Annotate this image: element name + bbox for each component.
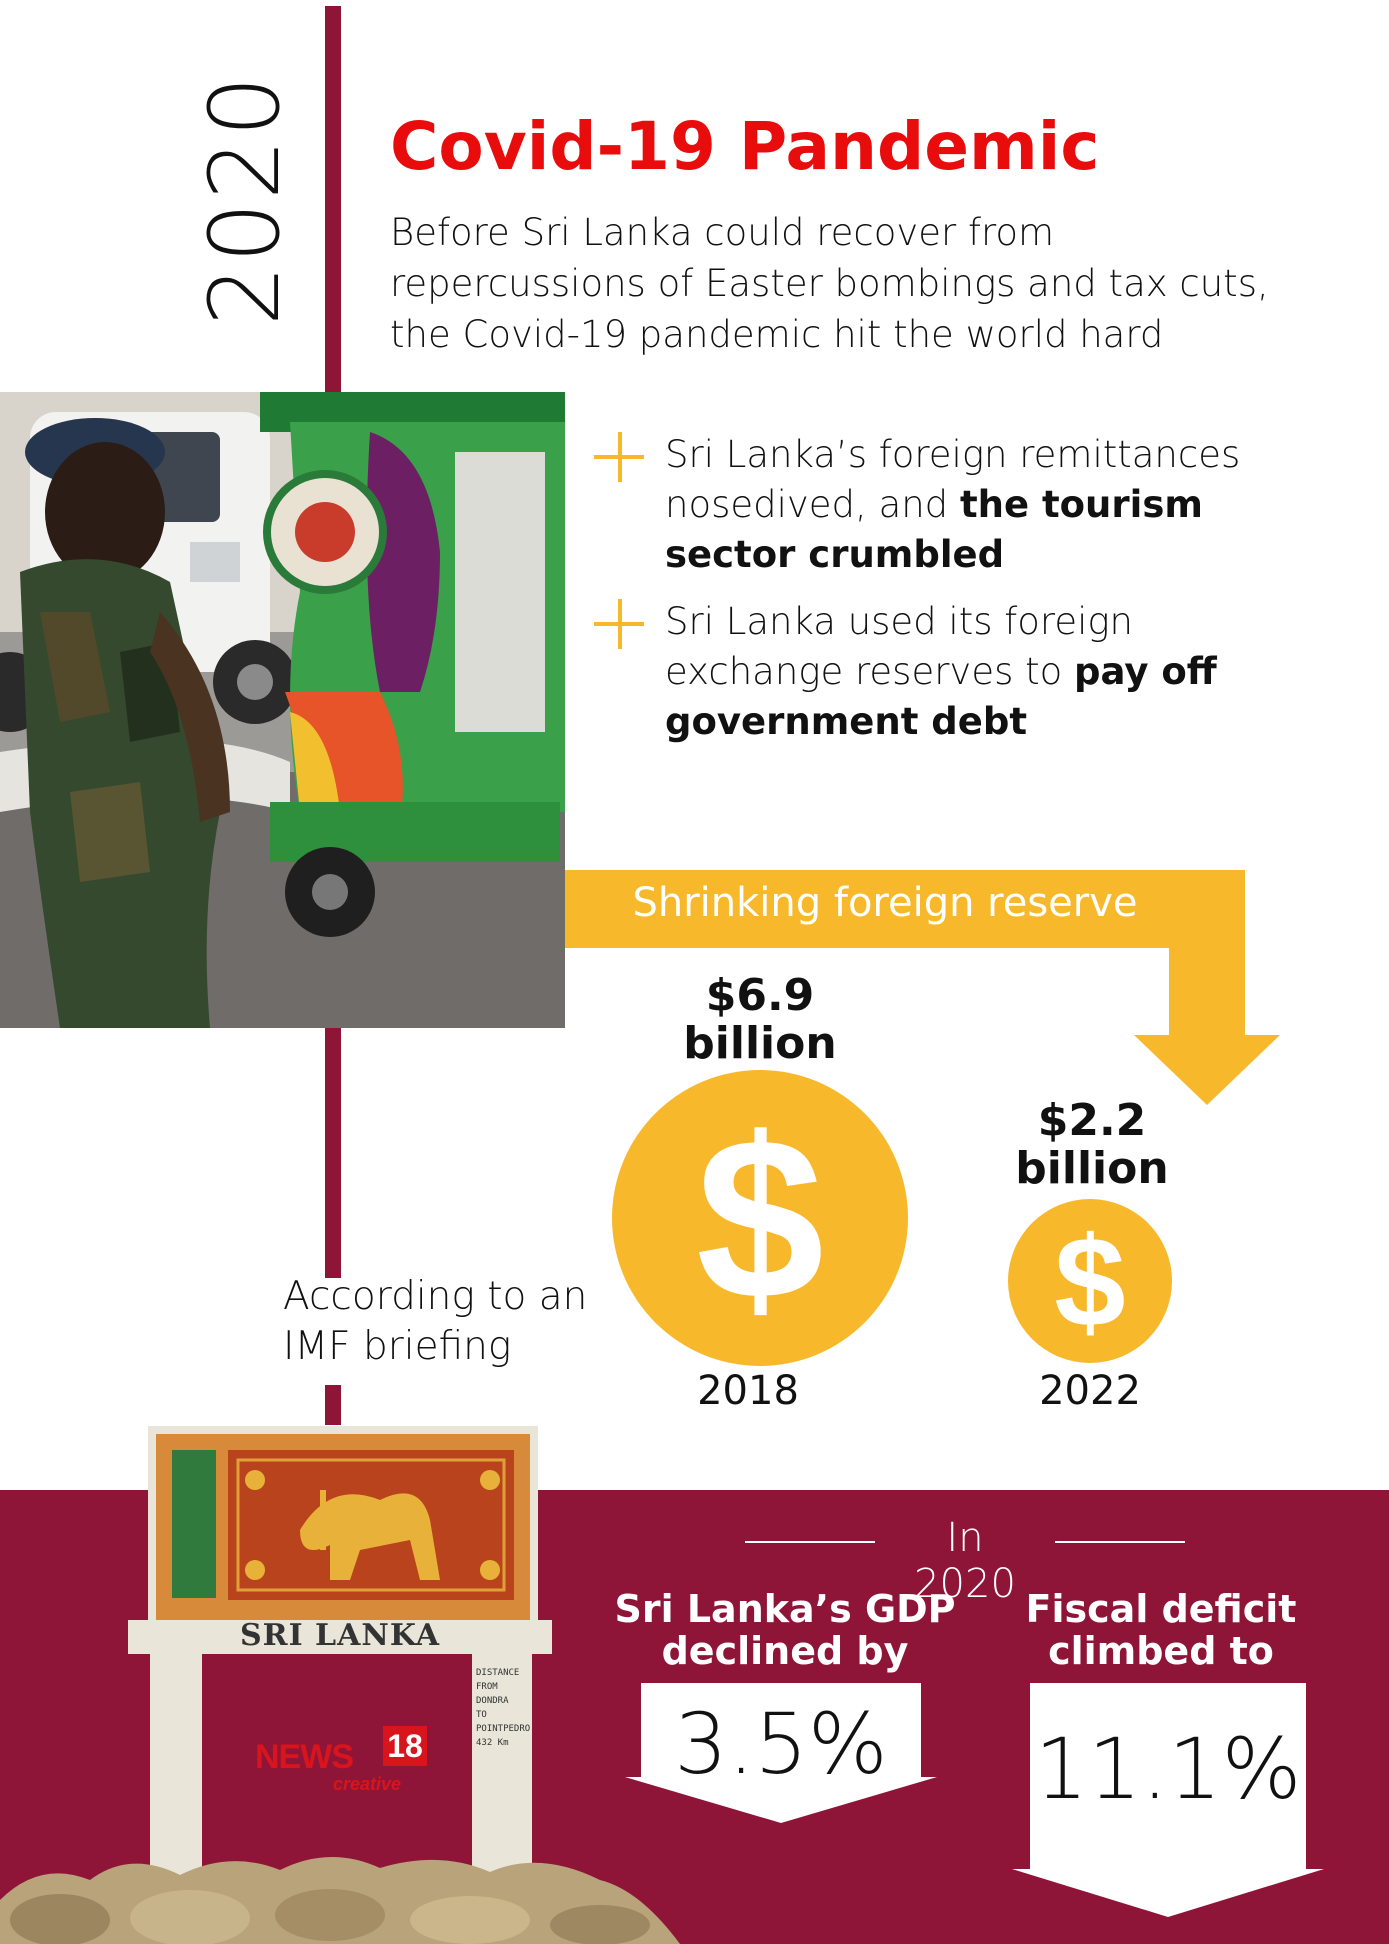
stats-heading-text: In 2020 [914, 1515, 1016, 1607]
sign-distance-line: DONDRA [476, 1696, 509, 1706]
stats-heading [745, 1515, 1185, 1607]
timeline-bar-top [325, 6, 341, 392]
bullet-line: government debt [665, 700, 1028, 743]
timeline-bar-bottom [325, 1385, 341, 1425]
logo-sub: creative [333, 1774, 402, 1794]
intro-line: repercussions of Easter bombings and tax cuts, [390, 262, 1269, 305]
year-2018-label: 2018 [697, 1368, 799, 1414]
plus-icon [592, 597, 648, 653]
sign-distance-line: POINTPEDRO [476, 1724, 531, 1734]
plus-icon [592, 430, 648, 486]
bullet-line: exchange reserves to pay off [665, 650, 1217, 693]
dollar-coin-icon [612, 1070, 908, 1366]
divider-line [1055, 1541, 1185, 1543]
photo-soldier-tuktuk-illustration [0, 392, 565, 1028]
divider-line [745, 1541, 875, 1543]
amount-value: $6.9 [705, 970, 815, 1021]
amount-unit: billion [1015, 1143, 1169, 1194]
deficit-value: 11.1% [1034, 1720, 1302, 1818]
bullet-reserves [665, 597, 1345, 747]
sign-name: SRI LANKA [239, 1618, 440, 1653]
photo-soldier-tuktuk [0, 392, 565, 1028]
timeline-bar-middle [325, 1028, 341, 1278]
amount-2022 [992, 1097, 1192, 1193]
year-label: 2020 [189, 73, 301, 327]
bullet-line: sector crumbled [665, 533, 1005, 576]
deficit-label-line: climbed to [1048, 1629, 1274, 1673]
gdp-label-line: declined by [661, 1629, 909, 1673]
amount-2018 [660, 972, 860, 1068]
intro-line: the Covid-19 pandemic hit the world hard [390, 313, 1164, 356]
dollar-coin-icon [1008, 1199, 1172, 1363]
deficit-label-line: Fiscal deficit [1025, 1587, 1297, 1631]
sri-lanka-sign-illustration [0, 1420, 680, 1944]
sign-distance-line: FROM [476, 1682, 498, 1692]
gdp-label [600, 1588, 970, 1672]
source-line: According to an [283, 1274, 588, 1319]
year-2022-label: 2022 [1039, 1368, 1141, 1414]
intro-line: Before Sri Lanka could recover from [390, 211, 1055, 254]
amount-value: $2.2 [1037, 1095, 1147, 1146]
page-title: Covid-19 Pandemic [390, 108, 1100, 185]
deficit-label [1000, 1588, 1322, 1672]
bullet-line: nosedived, and the tourism [665, 483, 1203, 526]
source-line: IMF briefing [283, 1324, 512, 1369]
svg-text:$: $ [696, 1090, 824, 1347]
logo-word: NEWS [255, 1738, 353, 1776]
sign-distance-line: TO [476, 1710, 487, 1720]
sign-distance-text [476, 1666, 536, 1750]
bullet-line: Sri Lanka used its foreign [665, 600, 1134, 643]
source-note [283, 1272, 613, 1372]
news18-logo [255, 1726, 435, 1796]
sign-distance-line: 432 Km [476, 1738, 509, 1748]
svg-text:$: $ [1054, 1211, 1126, 1354]
sign-distance-line: DISTANCE [476, 1668, 520, 1678]
bullet-line: Sri Lanka’s foreign remittances [665, 433, 1241, 476]
bullet-remittances [665, 430, 1345, 580]
gdp-value: 3.5% [674, 1695, 888, 1793]
gdp-label-line: Sri Lanka’s GDP [614, 1587, 956, 1631]
intro-text [390, 207, 1330, 360]
amount-unit: billion [683, 1018, 837, 1069]
reserve-title: Shrinking foreign reserve [632, 880, 1138, 926]
logo-number: 18 [383, 1726, 427, 1766]
